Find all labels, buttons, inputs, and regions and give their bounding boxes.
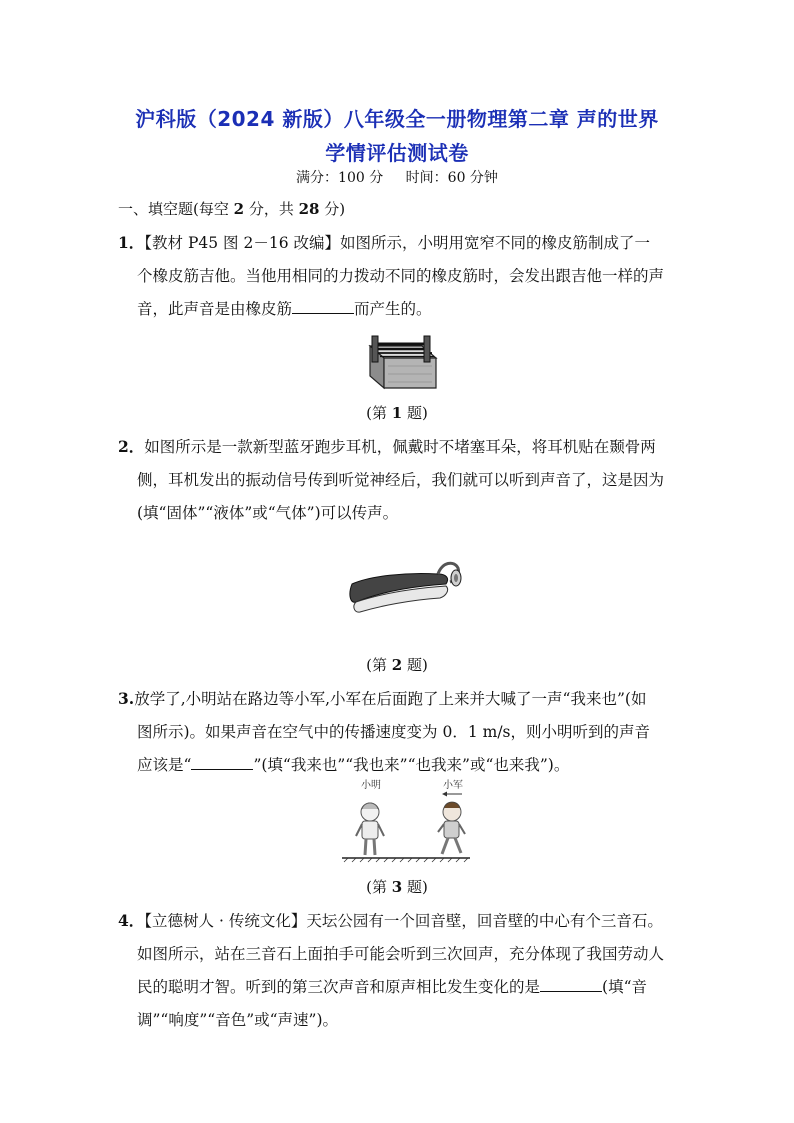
exam-meta [0,167,794,187]
question-text: (填“音 [602,978,647,996]
question-text: 而产生的。 [354,300,432,318]
answer-blank[interactable] [540,977,602,992]
question-4 [118,904,678,1037]
caption-text: 题) [402,656,428,674]
ground-line [342,858,470,862]
section-mid: 分，共 [244,200,299,218]
question-text: 音，此声音是由橡皮筋 [137,300,293,318]
full-score: 满分：100 分 [296,170,384,186]
caption-text: (第 [366,404,392,422]
section-suffix: 分) [319,200,346,218]
question-number: 3. [118,689,135,708]
question-text: 侧，耳机发出的振动信号传到听觉神经后，我们就可以听到声音了，这是因为 [137,471,665,489]
label-xiaoming: 小明 [361,780,381,791]
section-points: 2 [233,200,245,218]
caption-text: (第 [366,878,392,896]
section-prefix: 一、填空题(每空 [118,200,234,218]
figure-caption-2 [0,654,794,675]
xiaoming-figure [356,803,384,855]
question-1 [118,226,678,326]
caption-text: 题) [402,404,428,422]
caption-text: (第 [366,656,392,674]
figure-caption-1 [0,402,794,423]
section-heading [118,198,345,219]
rubber-band-guitar-figure [362,328,440,390]
question-text: 个橡皮筋吉他。当他用相同的力拨动不同的橡皮筋时，会发出跟吉他一样的声 [137,267,665,285]
question-text: 放学了,小明站在路边等小军,小军在后面跑了上来并大喊了一声“我来也”(如 [134,690,647,708]
question-2 [118,430,678,530]
label-xiaojun: 小军 [443,780,463,791]
exam-title-line1: 沪科版（2024 新版）八年级全一册物理第二章 声的世界 [135,107,659,131]
xiaojun-figure [438,802,465,854]
exam-title-line2: 学情评估测试卷 [325,141,469,165]
figure-caption-3 [0,876,794,897]
question-number: 4． [118,911,145,930]
answer-blank[interactable] [191,755,253,770]
question-text: 【教材 P45 图 2－16 改编】如图所示，小明用宽窄不同的橡皮筋制成了一 [144,234,650,252]
question-text: 【立德树人 · 传统文化】天坛公园有一个回音壁，回音壁的中心有个三音石。 [144,912,663,930]
question-text: 调”“响度”“音色”或“声速”)。 [137,1011,339,1029]
bluetooth-headphone-figure [346,556,464,616]
caption-number: 3 [391,878,403,896]
left-arrow-icon [442,792,462,797]
question-text: 民的聪明才智。听到的第三次声音和原声相比发生变化的是 [137,978,541,996]
caption-number: 1 [391,404,403,422]
exam-time: 时间：60 分钟 [405,170,498,186]
question-number: 2． [118,437,145,456]
question-number: 1． [118,233,145,252]
answer-blank[interactable] [292,299,354,314]
question-text: 应该是“ [137,756,192,774]
question-text: 如图所示，站在三音石上面拍手可能会听到三次回声，充分体现了我国劳动人 [137,945,665,963]
running-children-figure [340,776,472,864]
caption-number: 2 [391,656,403,674]
caption-text: 题) [402,878,428,896]
question-text: ”(填“我来也”“我也来”“也我来”或“也来我”)。 [253,756,570,774]
question-text: 如图所示是一款新型蓝牙跑步耳机，佩戴时不堵塞耳朵，将耳机贴在颞骨两 [144,438,656,456]
question-text: 图所示)。如果声音在空气中的传播速度变为 0．1 m/s，则小明听到的声音 [137,723,651,741]
question-text: (填“固体”“液体”或“气体”)可以传声。 [137,504,399,522]
question-3 [118,682,678,782]
section-total: 28 [298,200,320,218]
